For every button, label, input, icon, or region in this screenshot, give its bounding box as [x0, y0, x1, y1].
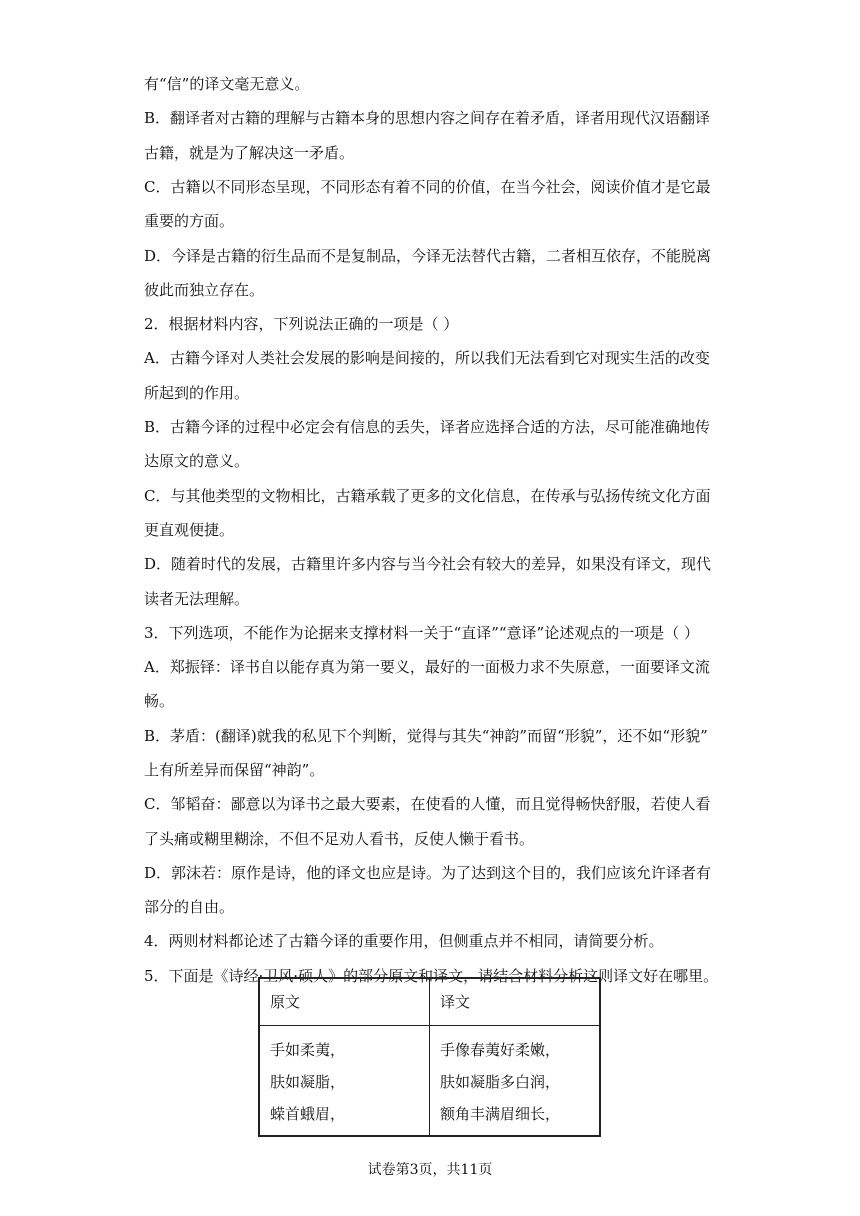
translation-line: 额角丰满眉细长， [440, 1105, 561, 1123]
page-footer: 试卷第3页，共11页 [367, 1162, 493, 1178]
text-line: C．邹韬奋：鄙意以为译书之最大要素，在使看的人懂，而且觉得畅快舒服，若使人看 [144, 795, 711, 813]
text-line: 有“信”的译文毫无意义。 [144, 75, 310, 93]
original-column [260, 1026, 430, 1136]
original-line: 蝾首蛾眉， [270, 1105, 346, 1123]
translation-column [430, 1026, 600, 1136]
text-line: 3．下列选项，不能作为论据来支撑材料一关于“直译”“意译”论述观点的一项是（ ） [144, 624, 699, 642]
translation-table [258, 977, 601, 1137]
text-line: 达原文的意义。 [144, 452, 250, 470]
text-line: 了头痛或糊里糊涂，不但不足劝人看书，反使人懒于看书。 [144, 830, 535, 848]
text-line: 畅。 [144, 692, 175, 710]
text-line: 所起到的作用。 [144, 384, 250, 402]
text-line: 5．下面是《诗经·卫风·硕人》的部分原文和译文，请结合材料分析这则译文好在哪里。 [144, 967, 719, 985]
text-line: A．郑振铎：译书自以能存真为第一要义，最好的一面极力求不失原意，一面要译文流 [144, 658, 710, 676]
text-line: 读者无法理解。 [144, 590, 250, 608]
text-line: C．古籍以不同形态呈现，不同形态有着不同的价值，在当今社会，阅读价值才是它最 [144, 178, 711, 196]
original-line: 手如柔荑， [270, 1041, 346, 1059]
text-line: D．郭沫若：原作是诗，他的译文也应是诗。为了达到这个目的，我们应该允许译者有 [144, 864, 712, 882]
text-line: D．今译是古籍的衍生品而不是复制品，今译无法替代古籍，二者相互依存，不能脱离 [144, 247, 712, 265]
text-line: 部分的自由。 [144, 898, 235, 916]
text-line: 更直观便捷。 [144, 521, 235, 539]
text-line: 2．根据材料内容，下列说法正确的一项是（ ） [144, 315, 459, 333]
text-line: 古籍，就是为了解决这一矛盾。 [144, 144, 355, 162]
header-translation: 译文 [430, 979, 600, 1026]
original-line: 肤如凝脂， [270, 1073, 346, 1091]
text-line: B．古籍今译的过程中必定会有信息的丢失，译者应选择合适的方法，尽可能准确地传 [144, 418, 711, 436]
text-line: A．古籍今译对人类社会发展的影响是间接的，所以我们无法看到它对现实生活的改变 [144, 349, 710, 367]
text-line: B．茅盾：(翻译)就我的私见下个判断，觉得与其失“神韵”而留“形貌”，还不如“形貌” [144, 727, 708, 745]
text-line: 4．两则材料都论述了古籍今译的重要作用，但侧重点并不相同，请简要分析。 [144, 932, 664, 950]
text-line: B．翻译者对古籍的理解与古籍本身的思想内容之间存在着矛盾，译者用现代汉语翻译 [144, 109, 711, 127]
text-line: C．与其他类型的文物相比，古籍承载了更多的文化信息，在传承与弘扬传统文化方面 [144, 487, 711, 505]
text-line: 上有所差异而保留“神韵”。 [144, 761, 325, 779]
translation-line: 手像春荑好柔嫩， [440, 1041, 561, 1059]
text-line: D．随着时代的发展，古籍里许多内容与当今社会有较大的差异，如果没有译文，现代 [144, 555, 712, 573]
text-line: 彼此而独立存在。 [144, 281, 265, 299]
header-original: 原文 [260, 979, 430, 1026]
text-line: 重要的方面。 [144, 212, 235, 230]
translation-line: 肤如凝脂多白润， [440, 1073, 561, 1091]
